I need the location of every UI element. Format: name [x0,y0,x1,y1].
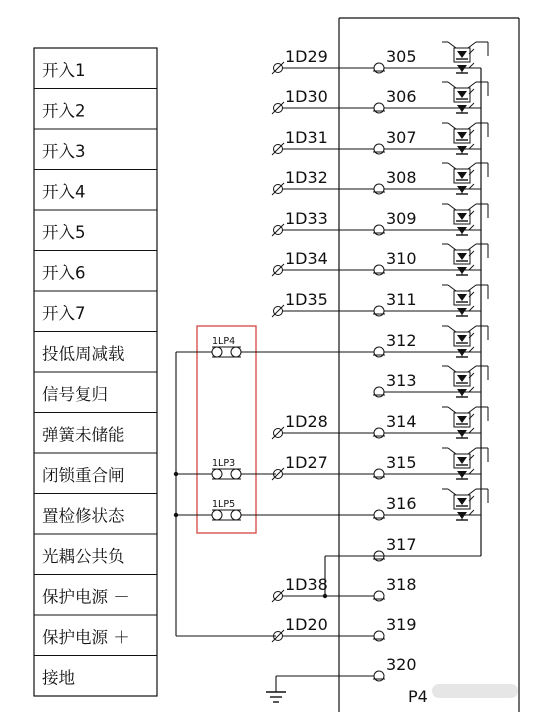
signal-name-cell: 保护电源 ＋ [42,628,130,647]
pin-label: 309 [386,209,417,228]
signal-name-cell: 信号复归 [42,385,108,404]
pin-label: 308 [386,168,417,187]
wiring-row [272,204,488,236]
signal-name-cell: 闭锁重合闸 [42,466,125,485]
pin-label: 305 [386,47,417,66]
watermark [432,684,518,698]
wiring-row [272,123,488,155]
pin-label: 319 [386,615,417,634]
terminal-label: 1D32 [285,168,328,187]
terminal-label: 1D28 [285,412,328,431]
signal-name-cell: 投低周减载 [42,344,125,364]
terminal-label: 1D33 [285,209,328,228]
wiring-row [373,489,488,520]
signal-name-cell: 开入7 [42,304,86,323]
pin-label: 314 [386,412,417,431]
terminal-label: 1D29 [285,47,328,66]
wiring-row [272,575,417,602]
wiring-row [373,326,488,357]
link-label: 1LP3 [212,458,236,469]
wiring-row [272,244,488,276]
link-1lp3 [212,458,241,479]
signal-name-cell: 开入1 [42,61,86,80]
wiring-row [373,655,417,681]
link-1lp5 [212,499,241,520]
terminal-label: 1D20 [285,615,328,634]
terminal-label: 1D31 [285,128,328,147]
signal-name-cell: 开入3 [42,142,86,161]
terminal-label: 1D34 [285,249,328,268]
pin-label: 320 [386,655,417,674]
signal-table [34,48,157,696]
pin-label: 318 [386,575,417,594]
signal-name-cell: 保护电源 － [42,587,130,607]
signal-name-cell: 开入2 [42,101,86,121]
device-box [339,18,519,712]
signal-name-cell: 开入6 [42,263,86,283]
terminal-label: 1D35 [285,290,328,309]
terminal-label: 1D38 [285,575,328,594]
signal-name-cell: 开入4 [42,182,86,202]
signal-name-cell: 接地 [42,668,75,688]
pin-label: 311 [386,290,417,309]
wiring-row [272,615,417,642]
pin-label: 317 [386,535,417,554]
wiring-row [272,163,488,195]
ground-icon [266,676,374,702]
wiring-row [272,407,488,439]
terminal-label: 1D27 [285,453,328,472]
signal-name-cell: 光耦公共负 [42,547,125,566]
link-label: 1LP4 [212,336,236,347]
pin-label: 306 [386,87,417,106]
link-label: 1LP5 [212,499,236,510]
pin-label: 312 [386,331,417,350]
pin-label: 307 [386,128,417,147]
wiring-row [272,82,488,114]
wiring-row [373,535,481,561]
wiring-row [272,448,488,480]
device-label: P4 [408,687,428,706]
pin-label: 313 [386,371,417,390]
signal-name-cell: 开入5 [42,223,86,242]
pin-label: 310 [386,249,417,268]
link-1lp4 [212,336,241,357]
wiring-row [272,42,488,74]
signal-name-cell: 弹簧未储能 [42,425,125,445]
signal-name-cell: 置检修状态 [42,506,125,526]
pin-label: 315 [386,453,417,472]
terminal-label: 1D30 [285,87,328,106]
pin-label: 316 [386,494,417,513]
wiring-row [272,285,488,317]
wiring-row [373,366,488,397]
